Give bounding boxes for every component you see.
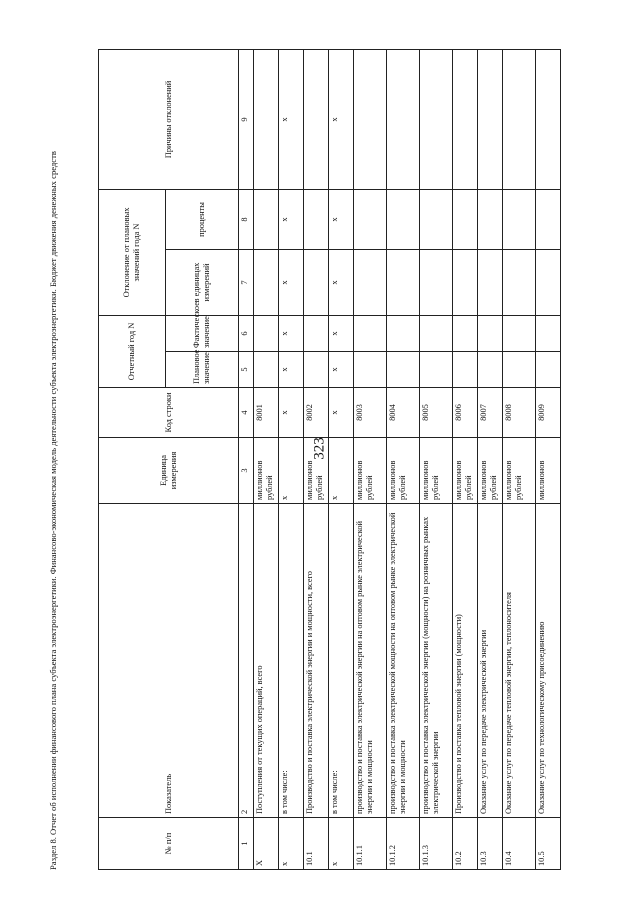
row-unit: миллионов рублей bbox=[503, 438, 536, 504]
header-report-year: Отчетный год N bbox=[99, 316, 166, 388]
row-unit: миллионов рублей bbox=[453, 438, 478, 504]
row-indicator: производство и поставка электрической энергии на оптовом рынке электрической энергии и мощности bbox=[354, 504, 387, 818]
row-unit: миллионов рублей bbox=[354, 438, 387, 504]
row-reason bbox=[304, 49, 329, 189]
header-planned: Плановое значение bbox=[166, 352, 239, 388]
table-row bbox=[279, 49, 304, 869]
row-code: 8003 bbox=[354, 388, 387, 438]
row-dev-units bbox=[536, 250, 561, 316]
row-num: X bbox=[254, 818, 279, 870]
table-row bbox=[254, 49, 279, 869]
table-row bbox=[420, 49, 453, 869]
table-row bbox=[354, 49, 387, 869]
row-dev-percent: x bbox=[279, 189, 304, 249]
row-dev-percent bbox=[254, 189, 279, 249]
row-code: 8009 bbox=[536, 388, 561, 438]
row-num: x bbox=[279, 818, 304, 870]
row-num: 10.4 bbox=[503, 818, 536, 870]
row-num: 10.1.2 bbox=[387, 818, 420, 870]
header-actual: Фактическое значение bbox=[166, 316, 239, 352]
row-dev-units: x bbox=[329, 250, 354, 316]
row-dev-percent bbox=[387, 189, 420, 249]
row-code: 8002 bbox=[304, 388, 329, 438]
row-num: 10.1 bbox=[304, 818, 329, 870]
row-plan: x bbox=[329, 352, 354, 388]
row-indicator: Оказание услуг по передаче электрической энергии bbox=[478, 504, 503, 818]
row-plan bbox=[354, 352, 387, 388]
row-dev-units: x bbox=[279, 250, 304, 316]
page-number: 323 bbox=[311, 437, 328, 460]
row-dev-percent bbox=[536, 189, 561, 249]
table-row bbox=[503, 49, 536, 869]
row-reason bbox=[354, 49, 387, 189]
row-reason bbox=[254, 49, 279, 189]
row-reason: x bbox=[279, 49, 304, 189]
row-unit: миллионов рублей bbox=[254, 438, 279, 504]
row-indicator: в том числе: bbox=[329, 504, 354, 818]
header-code: Код строки bbox=[99, 388, 239, 438]
row-dev-units bbox=[453, 250, 478, 316]
rotated-page-content bbox=[48, 50, 596, 870]
row-code: 8001 bbox=[254, 388, 279, 438]
column-number: 5 bbox=[239, 352, 254, 388]
row-indicator: в том числе: bbox=[279, 504, 304, 818]
row-reason bbox=[420, 49, 453, 189]
row-plan bbox=[254, 352, 279, 388]
row-fact bbox=[387, 316, 420, 352]
row-fact: x bbox=[279, 316, 304, 352]
table-row bbox=[478, 49, 503, 869]
row-num: 10.1.3 bbox=[420, 818, 453, 870]
column-number: 1 bbox=[239, 818, 254, 870]
row-code: 8006 bbox=[453, 388, 478, 438]
row-num: 10.2 bbox=[453, 818, 478, 870]
row-fact: x bbox=[329, 316, 354, 352]
row-num: x bbox=[329, 818, 354, 870]
row-fact bbox=[304, 316, 329, 352]
row-plan bbox=[478, 352, 503, 388]
header-dev-units: в единицах измерений bbox=[166, 250, 239, 316]
row-reason bbox=[387, 49, 420, 189]
column-number-row bbox=[239, 49, 254, 869]
column-number: 6 bbox=[239, 316, 254, 352]
row-plan bbox=[503, 352, 536, 388]
row-unit: миллионов рублей bbox=[478, 438, 503, 504]
row-dev-units bbox=[304, 250, 329, 316]
row-reason bbox=[503, 49, 536, 189]
row-dev-units bbox=[420, 250, 453, 316]
row-indicator: Поступления от текущих операций, всего bbox=[254, 504, 279, 818]
row-reason: x bbox=[329, 49, 354, 189]
row-indicator: Оказание услуг по технологическому присоединению bbox=[536, 504, 561, 818]
row-fact bbox=[420, 316, 453, 352]
column-number: 9 bbox=[239, 49, 254, 189]
row-fact bbox=[536, 316, 561, 352]
row-plan bbox=[420, 352, 453, 388]
row-dev-units bbox=[387, 250, 420, 316]
row-fact bbox=[354, 316, 387, 352]
row-dev-percent bbox=[503, 189, 536, 249]
row-indicator: производство и поставка электрической энергии (мощности) на розничных рынках электрической энергии bbox=[420, 504, 453, 818]
row-unit: x bbox=[279, 438, 304, 504]
row-plan bbox=[453, 352, 478, 388]
row-code: 8007 bbox=[478, 388, 503, 438]
header-dev-percent: проценты bbox=[166, 189, 239, 249]
row-code: 8005 bbox=[420, 388, 453, 438]
row-num: 10.1.1 bbox=[354, 818, 387, 870]
row-dev-units bbox=[503, 250, 536, 316]
row-dev-units bbox=[254, 250, 279, 316]
row-fact bbox=[453, 316, 478, 352]
row-num: 10.5 bbox=[536, 818, 561, 870]
column-number: 4 bbox=[239, 388, 254, 438]
row-unit: миллионов рублей bbox=[304, 438, 329, 504]
row-unit: миллионов рублей bbox=[420, 438, 453, 504]
row-unit: миллионов bbox=[536, 438, 561, 504]
row-code: x bbox=[329, 388, 354, 438]
row-dev-percent: x bbox=[329, 189, 354, 249]
row-unit: x bbox=[329, 438, 354, 504]
header-num: № п/п bbox=[99, 818, 239, 870]
row-fact bbox=[503, 316, 536, 352]
table-row bbox=[304, 49, 329, 869]
column-number: 7 bbox=[239, 250, 254, 316]
row-code: 8008 bbox=[503, 388, 536, 438]
row-plan: x bbox=[279, 352, 304, 388]
header-deviation: Отклонение от плановых значений года N bbox=[99, 189, 166, 315]
row-plan bbox=[304, 352, 329, 388]
row-unit: миллионов рублей bbox=[387, 438, 420, 504]
row-dev-units bbox=[354, 250, 387, 316]
column-number: 3 bbox=[239, 438, 254, 504]
row-dev-percent bbox=[420, 189, 453, 249]
row-code: 8004 bbox=[387, 388, 420, 438]
column-number: 8 bbox=[239, 189, 254, 249]
row-indicator: Производство и поставка тепловой энергии (мощности) bbox=[453, 504, 478, 818]
table-row bbox=[387, 49, 420, 869]
column-number: 2 bbox=[239, 504, 254, 818]
row-dev-percent bbox=[304, 189, 329, 249]
table-row bbox=[453, 49, 478, 869]
row-code: x bbox=[279, 388, 304, 438]
header-unit: Единица измерения bbox=[99, 438, 239, 504]
row-dev-percent bbox=[453, 189, 478, 249]
row-indicator: производство и поставка электрической мощности на оптовом рынке электрической энергии и мощности bbox=[387, 504, 420, 818]
table-row bbox=[536, 49, 561, 869]
row-reason bbox=[453, 49, 478, 189]
header-reasons: Причины отклонений bbox=[99, 49, 239, 189]
row-plan bbox=[387, 352, 420, 388]
row-fact bbox=[254, 316, 279, 352]
row-dev-percent bbox=[478, 189, 503, 249]
cash-flow-report-table bbox=[98, 49, 561, 870]
row-fact bbox=[478, 316, 503, 352]
row-dev-percent bbox=[354, 189, 387, 249]
row-reason bbox=[536, 49, 561, 189]
row-num: 10.3 bbox=[478, 818, 503, 870]
header-indicator: Показатель bbox=[99, 504, 239, 818]
row-indicator: Производство и поставка электрической энергии и мощности, всего bbox=[304, 504, 329, 818]
row-dev-units bbox=[478, 250, 503, 316]
row-reason bbox=[478, 49, 503, 189]
row-indicator: Оказание услуг по передаче тепловой энергии, теплоносителя bbox=[503, 504, 536, 818]
table-row bbox=[329, 49, 354, 869]
section-caption: Раздел 8. Отчет об исполнении финансового плана субъекта электроэнергетики. Финансово-экономическая модель деятельности субъекта электроэнергетики. Бюджет движения денежных средств bbox=[48, 151, 58, 870]
row-plan bbox=[536, 352, 561, 388]
